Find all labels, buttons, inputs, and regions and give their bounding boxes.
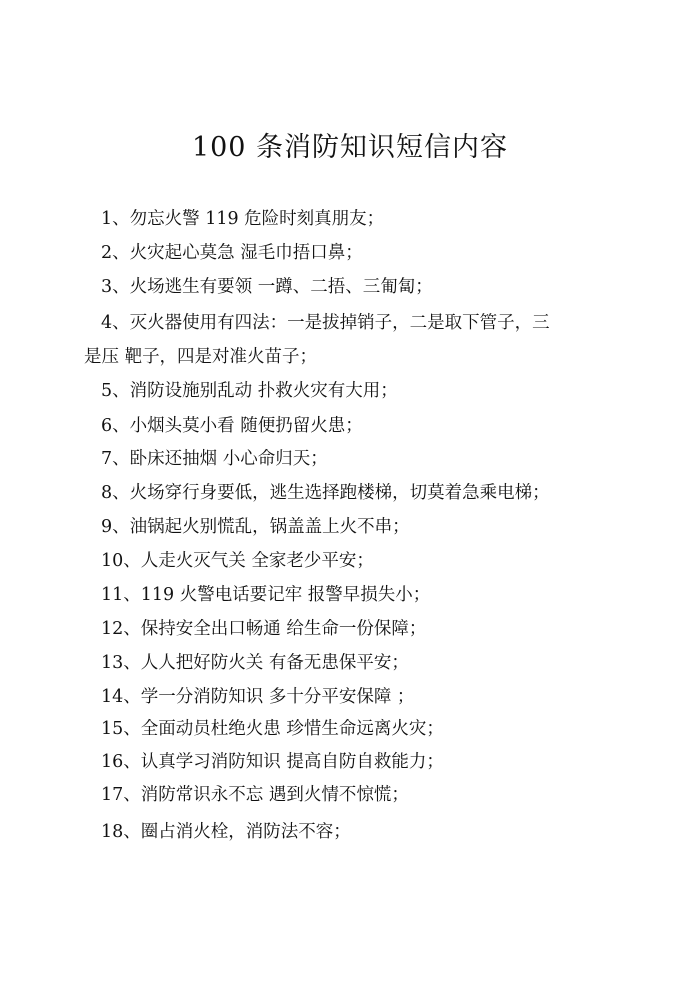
list-item: 3、火场逃生有要领 一蹲、二捂、三匍匐； <box>101 277 433 297</box>
list-item-continuation: 是压 靶子，四是对准火苗子； <box>84 347 318 367</box>
list-item: 6、小烟头莫小看 随便扔留火患； <box>101 416 363 436</box>
list-item: 2、火灾起心莫急 湿毛巾捂口鼻； <box>101 243 363 263</box>
list-item: 5、消防设施别乱动 扑救火灾有大用； <box>101 381 398 401</box>
list-item: 1、勿忘火警 119 危险时刻真朋友； <box>101 209 385 229</box>
list-item: 11、119 火警电话要记牢 报警早损失小； <box>101 585 431 605</box>
list-item: 9、油锅起火别慌乱，锅盖盖上火不串； <box>101 517 410 537</box>
list-item: 7、卧床还抽烟 小心命归天； <box>101 449 328 469</box>
list-item: 4、灭火器使用有四法：一是拔掉销子，二是取下管子，三 <box>101 313 550 333</box>
document-title: 100 条消防知识短信内容 <box>191 132 509 163</box>
list-item: 10、人走火灭气关 全家老少平安； <box>101 551 374 571</box>
list-item: 16、认真学习消防知识 提高自防自救能力； <box>101 752 444 772</box>
list-item: 12、保持安全出口畅通 给生命一份保障； <box>101 619 427 639</box>
list-item: 18、圈占消火栓，消防法不容； <box>101 822 351 842</box>
list-item: 15、全面动员杜绝火患 珍惜生命远离火灾； <box>101 719 444 739</box>
list-item: 17、消防常识永不忘 遇到火情不惊慌； <box>101 785 409 805</box>
list-item: 13、人人把好防火关 有备无患保平安； <box>101 653 409 673</box>
list-item: 8、火场穿行身要低，逃生选择跑楼梯，切莫着急乘电梯； <box>101 483 550 503</box>
list-item: 14、学一分消防知识 多十分平安保障 ； <box>101 687 415 707</box>
